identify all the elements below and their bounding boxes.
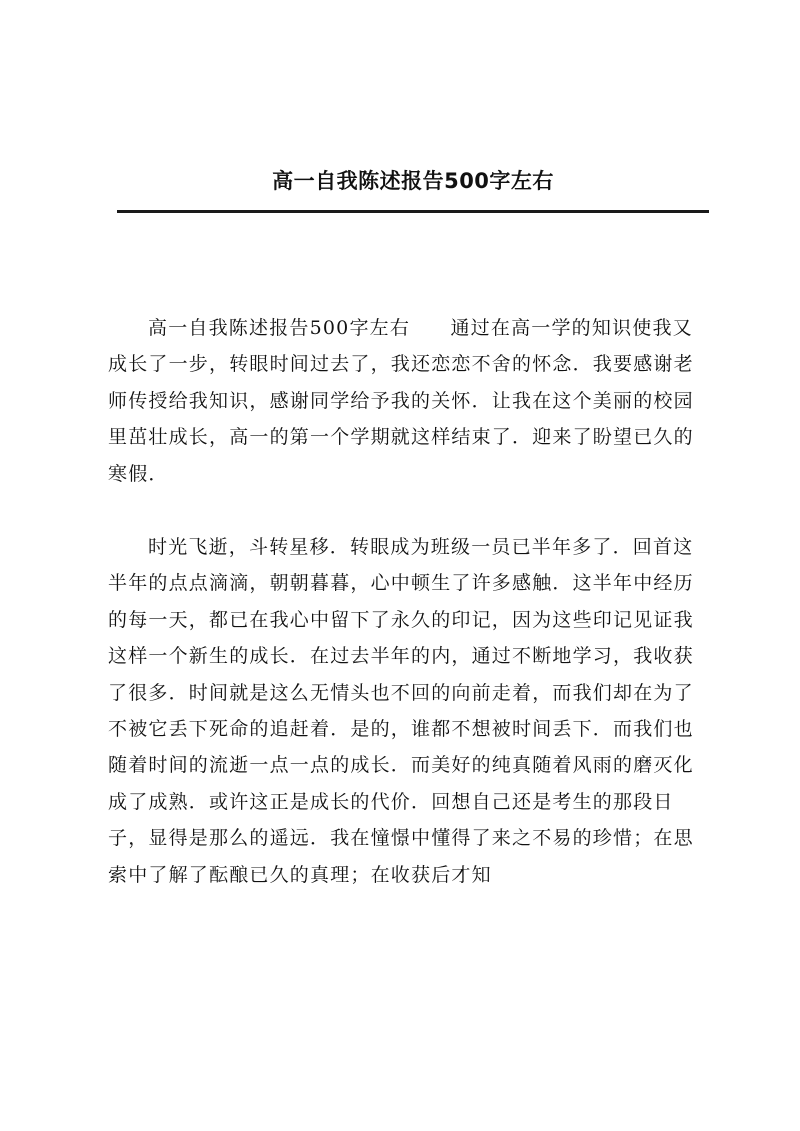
title-underline — [117, 210, 709, 213]
document-title: 高一自我陈述报告500字左右 — [272, 169, 554, 193]
paragraph-1: 高一自我陈述报告500字左右 通过在高一学的知识使我又成长了一步，转眼时间过去了，我还恋恋不舍的怀念．我要感谢老师传授给我知识，感谢同学给予我的关怀．让我在这个美丽的校园里茁壮成长，高一的第一个学期就这样结束了．迎来了盼望已久的寒假． — [108, 317, 694, 485]
paragraph-2: 时光飞逝，斗转星移．转眼成为班级一员已半年多了．回首这半年的点点滴滴，朝朝暮暮，心中顿生了许多感触．这半年中经历的每一天，都已在我心中留下了永久的印记，因为这些印记见证我这样一个新生的成长．在过去半年的内，通过不断地学习，我收获了很多．时间就是这么无情头也不回的向前走着，而我们却在为了不被它丢下死命的追赶着．是的，谁都不想被时间丢下．而我们也随着时间的流逝一点一点的成长．而美好的纯真随着风雨的磨灭化成了成熟．或许这正是成长的代价．回想自己还是考生的那段日子，显得是那么的遥远．我在憧憬中懂得了来之不易的珍惜；在思索中了解了酝酿已久的真理；在收获后才知 — [108, 536, 694, 886]
document-body — [108, 310, 708, 893]
